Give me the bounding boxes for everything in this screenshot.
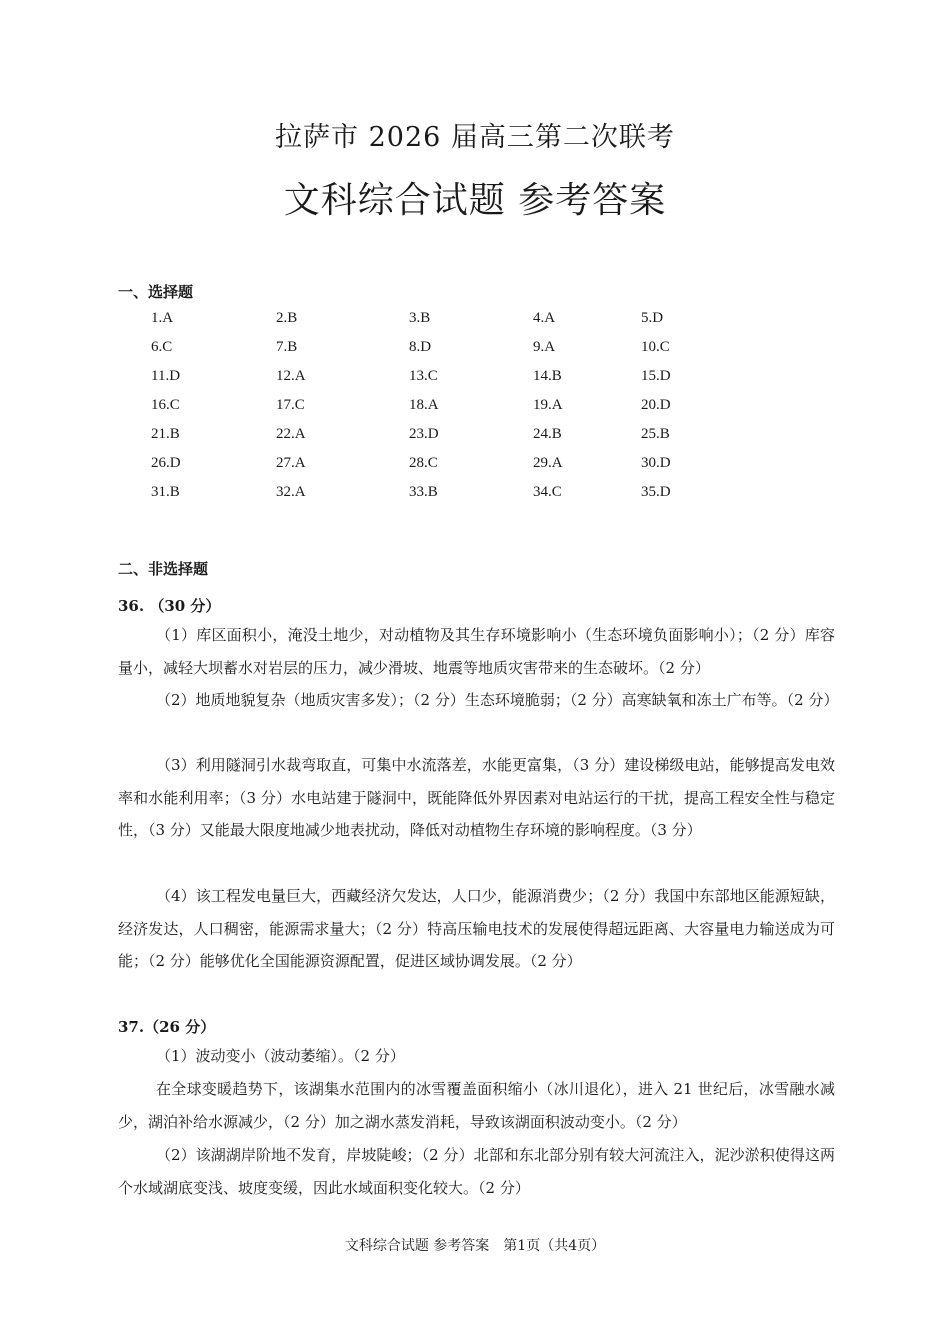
question-36-part-4: （4）该工程发电量巨大，西藏经济欠发达，人口少，能源消费少；（2 分）我国中东部地区能源短缺，经济发达，人口稠密，能源需求量大；（2 分）特高压输电技术的发展使得超远距离、大容量电力输送成为可能；（2 分）能够优化全国能源资源配置，促进区域协调发展。（2 分） bbox=[118, 887, 835, 970]
answer-cell: 31.B bbox=[151, 484, 180, 500]
question-37-part-1: （1）波动变小（波动萎缩）。（2 分） bbox=[156, 1047, 405, 1065]
answer-cell: 7.B bbox=[276, 339, 298, 355]
question-36-part-1: （1）库区面积小，淹没土地少，对动植物及其生存环境影响小（生态环境负面影响小）；（2 分）库容量小，减轻大坝蓄水对岩层的压力，减少滑坡、地震等地质灾害带来的生态破坏。（2 分） bbox=[118, 626, 835, 677]
exam-title: 拉萨市 2026 届高三第二次联考 bbox=[275, 122, 675, 153]
answer-cell: 35.D bbox=[641, 484, 671, 500]
answer-key-title: 文科综合试题 参考答案 bbox=[283, 180, 667, 221]
section-heading-free-response: 二、非选择题 bbox=[118, 560, 209, 578]
answer-cell: 15.D bbox=[641, 368, 671, 384]
answer-cell: 2.B bbox=[276, 310, 298, 326]
answer-cell: 5.D bbox=[641, 310, 664, 326]
answer-cell: 13.C bbox=[409, 368, 438, 384]
answer-cell: 8.D bbox=[409, 339, 432, 355]
answer-cell: 27.A bbox=[276, 455, 306, 471]
answer-cell: 24.B bbox=[533, 426, 562, 442]
answer-cell: 14.B bbox=[533, 368, 562, 384]
question-36-part-2: （2）地质地貌复杂（地质灾害多发）；（2 分）生态环境脆弱；（2 分）高寒缺氧和冻土广布等。（2 分） bbox=[156, 691, 839, 709]
answer-cell: 9.A bbox=[533, 339, 556, 355]
answer-cell: 22.A bbox=[276, 426, 306, 442]
answer-cell: 32.A bbox=[276, 484, 306, 500]
answer-cell: 29.A bbox=[533, 455, 563, 471]
question-36-part-3: （3）利用隧洞引水裁弯取直，可集中水流落差，水能更富集，（3 分）建设梯级电站，能够提高发电效率和水能利用率；（3 分）水电站建于隧洞中，既能降低外界因素对电站运行的干扰，提高工程安全性与稳定性，（3 分）又能最大限度地减少地表扰动，降低对动植物生存环境的影响程度。（3 分） bbox=[118, 756, 835, 839]
section-heading-multiple-choice: 一、选择题 bbox=[118, 283, 194, 301]
question-37-part-1-explanation: 在全球变暖趋势下，该湖集水范围内的冰雪覆盖面积缩小（冰川退化），进入 21 世纪后，冰雪融水减少，湖泊补给水源减少，（2 分）加之湖水蒸发消耗，导致该湖面积波动变小。（2 分） bbox=[118, 1080, 835, 1131]
question-37-heading: 37.（26 分） bbox=[118, 1018, 216, 1036]
answer-cell: 34.C bbox=[533, 484, 562, 500]
answer-cell: 21.B bbox=[151, 426, 180, 442]
answer-cell: 30.D bbox=[641, 455, 671, 471]
answer-cell: 23.D bbox=[409, 426, 439, 442]
answer-cell: 33.B bbox=[409, 484, 438, 500]
answer-cell: 3.B bbox=[409, 310, 431, 326]
answer-cell: 26.D bbox=[151, 455, 181, 471]
answer-cell: 20.D bbox=[641, 397, 671, 413]
question-36-heading: 36. （30 分） bbox=[118, 597, 221, 615]
answer-cell: 16.C bbox=[151, 397, 180, 413]
answer-cell: 19.A bbox=[533, 397, 563, 413]
answer-cell: 1.A bbox=[151, 310, 174, 326]
question-37-part-2: （2）该湖湖岸阶地不发育，岸坡陡峻；（2 分）北部和东北部分别有较大河流注入，泥沙淤积使得这两个水域湖底变浅、坡度变缓，因此水域面积变化较大。（2 分） bbox=[118, 1146, 835, 1197]
answer-cell: 25.B bbox=[641, 426, 670, 442]
page-footer: 文科综合试题 参考答案 第1页（共4页） bbox=[344, 1238, 606, 1254]
answer-cell: 11.D bbox=[151, 368, 181, 384]
answer-cell: 12.A bbox=[276, 368, 306, 384]
answer-cell: 10.C bbox=[641, 339, 670, 355]
answer-cell: 18.A bbox=[409, 397, 439, 413]
answer-cell: 4.A bbox=[533, 310, 556, 326]
answer-cell: 28.C bbox=[409, 455, 438, 471]
answer-cell: 6.C bbox=[151, 339, 173, 355]
answer-cell: 17.C bbox=[276, 397, 305, 413]
